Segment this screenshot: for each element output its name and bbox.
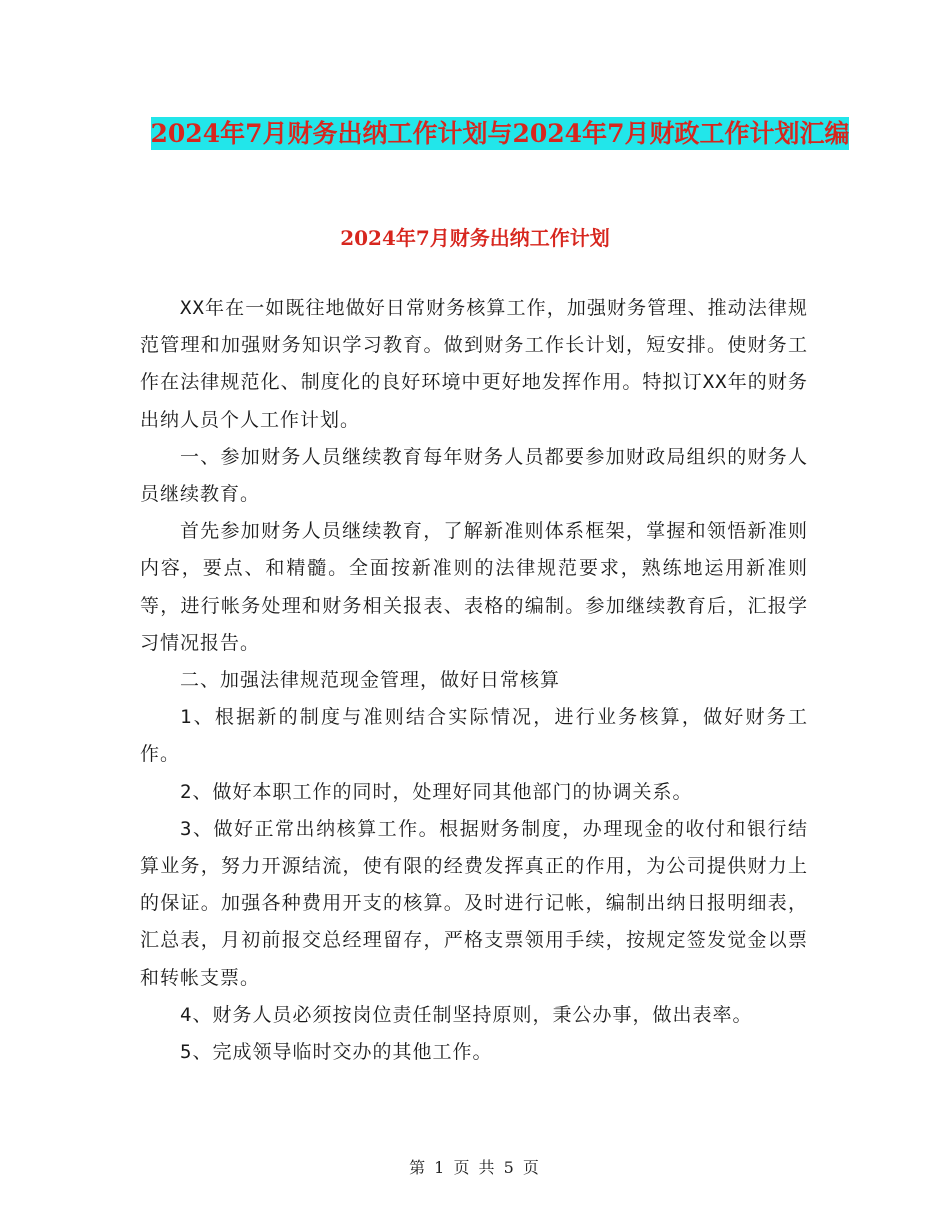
document-title xyxy=(130,112,870,156)
paragraph: 2、做好本职工作的同时，处理好同其他部门的协调关系。 xyxy=(180,780,693,803)
paragraph: 一、参加财务人员继续教育每年财务人员都要参加财政局组织的财务人员继续教育。 xyxy=(140,445,808,506)
page-number-footer: 第 1 页 共 5 页 xyxy=(409,1158,541,1177)
paragraph: 4、财务人员必须按岗位责任制坚持原则，秉公办事，做出表率。 xyxy=(180,1003,753,1026)
section-title: 2024年7月财务出纳工作计划 xyxy=(340,226,610,250)
document-body xyxy=(140,290,808,1071)
paragraph: 3、做好正常出纳核算工作。根据财务制度，办理现金的收付和银行结算业务，努力开源结流，使有限的经费发挥真正的作用，为公司提供财力上的保证。加强各种费用开支的核算。及时进行记帐，编制出纳日报明细表，汇总表，月初前报交总经理留存，严格支票领用手续，按规定签发觉金以票和转帐支票。 xyxy=(140,817,808,989)
paragraph: 5、完成领导临时交办的其他工作。 xyxy=(180,1041,493,1064)
paragraph: 二、加强法律规范现金管理，做好日常核算 xyxy=(180,669,561,692)
paragraph: 首先参加财务人员继续教育，了解新准则体系框架，掌握和领悟新准则内容，要点、和精髓。全面按新准则的法律规范要求，熟练地运用新准则等，进行帐务处理和财务相关报表、表格的编制。参加继续教育后，汇报学习情况报告。 xyxy=(140,520,808,654)
paragraph: XX年在一如既往地做好日常财务核算工作，加强财务管理、推动法律规范管理和加强财务知识学习教育。做到财务工作长计划，短安排。使财务工作在法律规范化、制度化的良好环境中更好地发挥作用。特拟订XX年的财务出纳人员个人工作计划。 xyxy=(140,297,808,431)
paragraph: 1、根据新的制度与准则结合实际情况，进行业务核算，做好财务工作。 xyxy=(140,706,808,766)
document-title-text: 2024年7月财务出纳工作计划与2024年7月财政工作计划汇编 xyxy=(150,119,850,148)
